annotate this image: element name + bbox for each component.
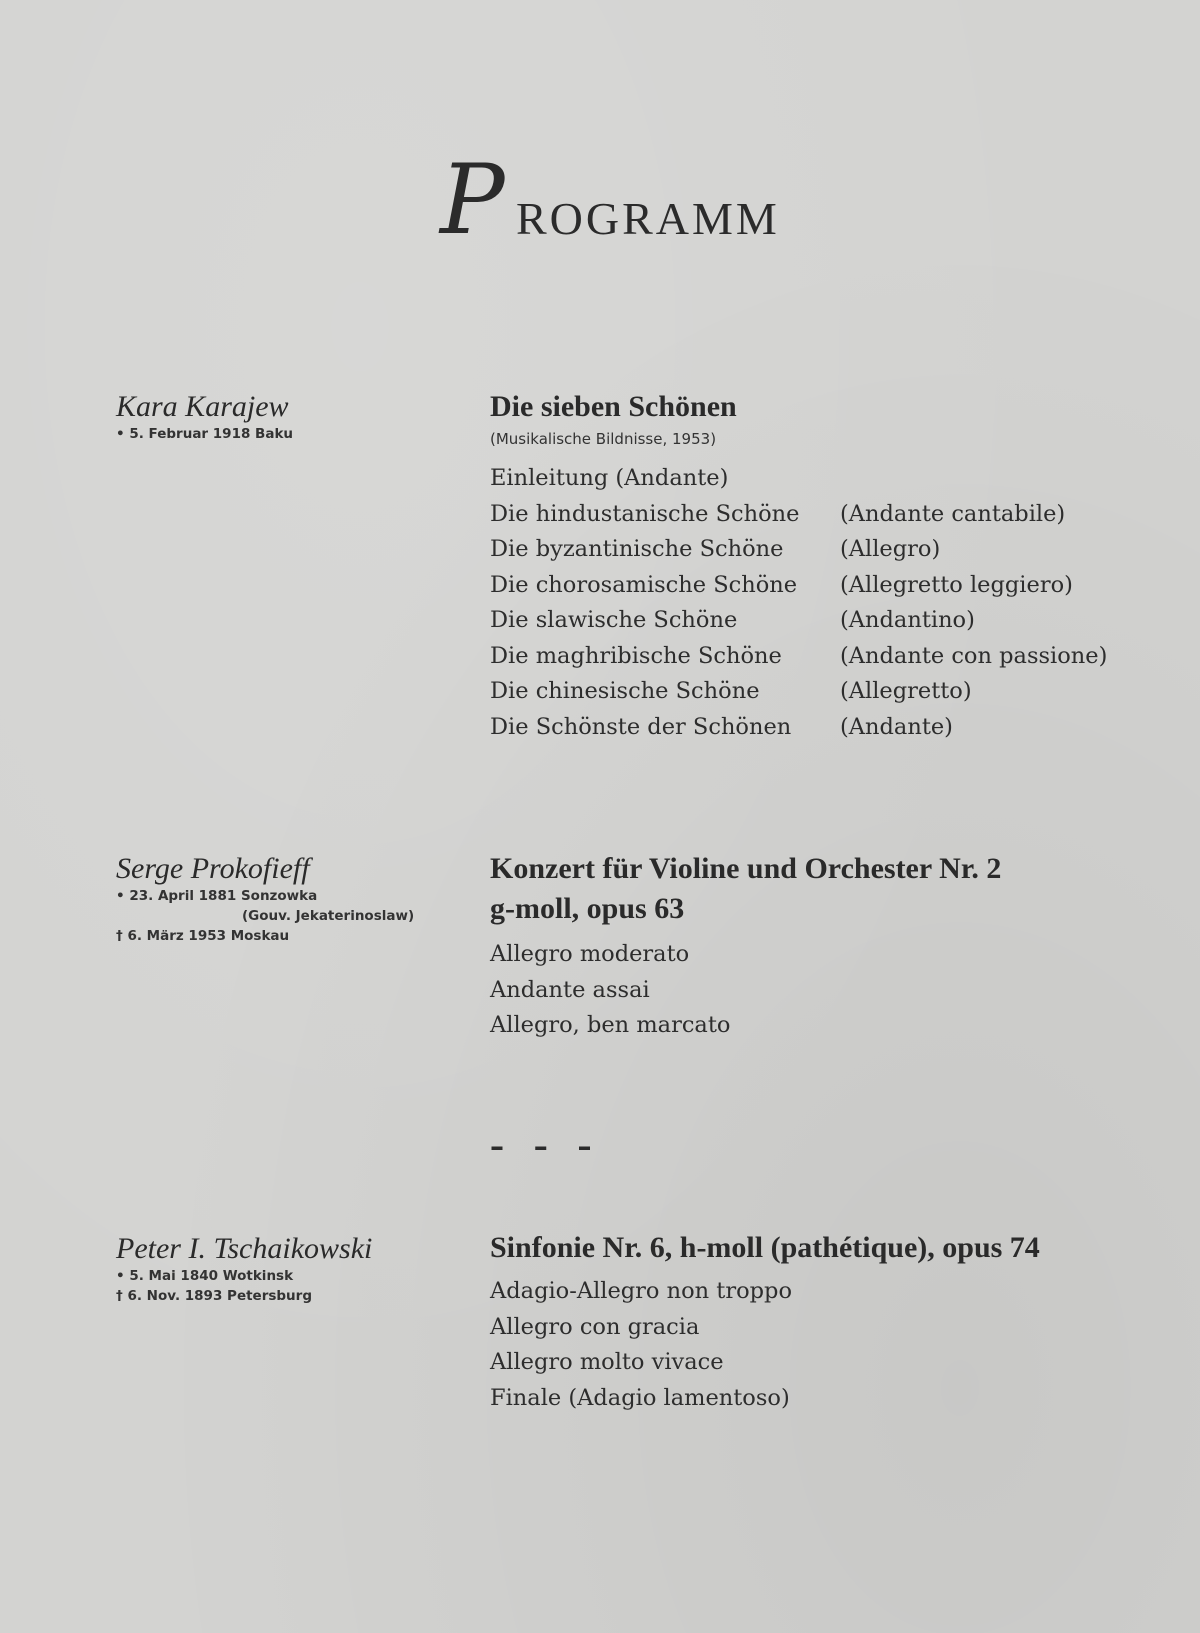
composer-block-tschaikowski [116, 1232, 466, 1306]
movement-tempo: (Allegretto) [840, 678, 972, 704]
work-title: Konzert für Violine und Orchester Nr. 2 [490, 852, 1002, 885]
movement-name: Allegro molto vivace [490, 1349, 724, 1375]
movement-item [490, 568, 1170, 604]
movement-tempo: (Andante) [840, 713, 953, 740]
movement-item [490, 461, 1170, 497]
movement-name: Die maghribische Schöne [490, 642, 782, 669]
movement-tempo: (Andante con passione) [840, 642, 1108, 669]
movement-item [490, 497, 1170, 533]
movement-item [490, 1381, 1170, 1417]
movement-list [490, 1274, 1170, 1416]
movement-name: Allegro con gracia [490, 1313, 700, 1340]
movement-name: Allegro moderato [490, 941, 690, 967]
movement-name: Allegro, ben marcato [490, 1012, 731, 1038]
work-block-tschaikowski [490, 1228, 1170, 1416]
movement-name: Andante assai [490, 976, 650, 1003]
composer-name: Kara Karajew [116, 390, 289, 423]
movement-name: Die byzantinische Schöne [490, 536, 784, 562]
movement-item [490, 1274, 1170, 1310]
movement-name: Finale (Adagio lamentoso) [490, 1384, 790, 1411]
movement-item [490, 1345, 1170, 1381]
program-title [440, 144, 900, 260]
interval-marker: – – – [490, 1130, 602, 1163]
movement-item [490, 1008, 1170, 1044]
movement-item [490, 532, 1170, 568]
work-title: Sinfonie Nr. 6, h-moll (pathétique), opus 74 [490, 1231, 1040, 1264]
movement-list [490, 937, 1170, 1044]
movement-tempo: (Allegretto leggiero) [840, 571, 1073, 598]
movement-item [490, 710, 1170, 746]
movement-item [490, 1310, 1170, 1346]
composer-birth: • 23. April 1881 Sonzowka [116, 888, 318, 904]
composer-birth: • 5. Februar 1918 Baku [116, 426, 294, 442]
movement-item [490, 937, 1170, 973]
title-rest: ROGRAMM [516, 193, 780, 244]
title-initial: P [440, 144, 505, 256]
composer-block-prokofieff [116, 852, 466, 946]
composer-birth: • 5. Mai 1840 Wotkinsk [116, 1268, 294, 1284]
work-block-karajew [490, 387, 1170, 745]
movement-name: Die Schönste der Schönen [490, 713, 792, 740]
movement-item [490, 973, 1170, 1009]
composer-block-karajew [116, 390, 466, 444]
movement-name: Adagio-Allegro non troppo [490, 1278, 793, 1304]
movement-item [490, 639, 1170, 675]
movement-item [490, 603, 1170, 639]
movement-name: Die slawische Schöne [490, 607, 738, 633]
work-subtitle: (Musikalische Bildnisse, 1953) [490, 430, 717, 448]
movement-item [490, 674, 1170, 710]
movement-list [490, 461, 1170, 745]
movement-name: Einleitung (Andante) [490, 465, 729, 491]
composer-name: Peter I. Tschaikowski [116, 1232, 373, 1265]
movement-name: Die chinesische Schöne [490, 678, 760, 704]
composer-birthplace-region: (Gouv. Jekaterinoslaw) [242, 908, 415, 924]
composer-death: † 6. März 1953 Moskau [116, 928, 290, 944]
movement-name: Die hindustanische Schöne [490, 500, 800, 527]
movement-tempo: (Andante cantabile) [840, 500, 1066, 527]
movement-tempo: (Allegro) [840, 536, 941, 562]
composer-name: Serge Prokofieff [116, 852, 310, 885]
work-title-line-2: g-moll, opus 63 [490, 892, 685, 925]
composer-death: † 6. Nov. 1893 Petersburg [116, 1288, 312, 1304]
movement-tempo: (Andantino) [840, 607, 975, 633]
movement-name: Die chorosamische Schöne [490, 571, 798, 598]
work-block-prokofieff [490, 849, 1170, 1044]
work-title: Die sieben Schönen [490, 390, 737, 423]
